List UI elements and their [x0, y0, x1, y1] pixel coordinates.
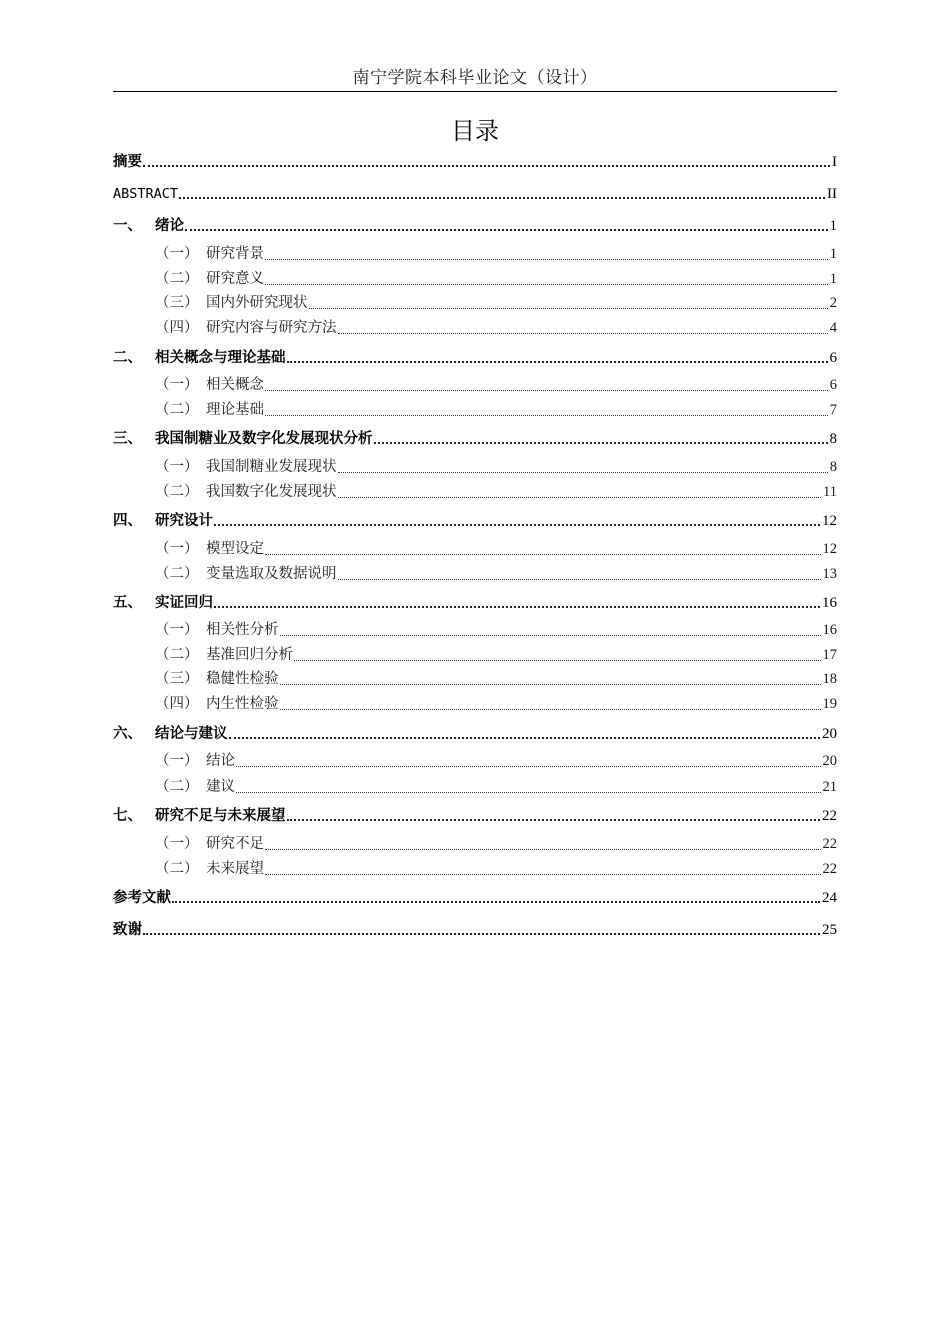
dot-leader	[265, 259, 828, 260]
toc-section-number: （二）	[155, 861, 199, 877]
toc-section-number: （二）	[155, 647, 199, 663]
toc-entry-label: 我国数字化发展现状	[206, 484, 337, 500]
toc-chapter-number: 五、	[113, 595, 142, 611]
toc-entry-abstract-cn[interactable]	[113, 150, 837, 172]
dot-leader	[309, 308, 828, 309]
toc-entry-label: 模型设定	[206, 541, 264, 557]
dot-leader	[172, 901, 820, 903]
toc-page-number: 20	[822, 726, 837, 742]
toc-section-number: （三）	[155, 671, 199, 687]
toc-section[interactable]	[155, 398, 837, 420]
dot-leader	[236, 792, 821, 793]
toc-section[interactable]	[155, 455, 837, 477]
toc-section-number: （一）	[155, 377, 199, 393]
toc-section-number: （二）	[155, 484, 199, 500]
toc-entry-label: 我国制糖业发展现状	[206, 459, 337, 475]
toc-section[interactable]	[155, 692, 837, 714]
toc-chapter-3[interactable]	[113, 427, 837, 449]
dot-leader	[338, 333, 828, 334]
toc-section[interactable]	[155, 267, 837, 289]
toc-section-number: （二）	[155, 402, 199, 418]
dot-leader	[179, 197, 825, 199]
toc-chapter-1[interactable]	[113, 214, 837, 236]
toc-entry-abstract-en[interactable]	[113, 182, 837, 204]
toc-page-number: 12	[822, 541, 837, 557]
toc-page-number: 13	[822, 566, 837, 582]
dot-leader	[265, 849, 821, 850]
toc-page-number: 1	[829, 218, 837, 234]
toc-entry-label: 相关概念	[206, 377, 264, 393]
toc-entry-label: 研究不足	[206, 836, 264, 852]
toc-page-number: 17	[822, 647, 837, 663]
toc-chapter-7[interactable]	[113, 804, 837, 826]
toc-chapter-number: 七、	[113, 808, 142, 824]
dot-leader	[280, 684, 821, 685]
toc-page-number: 20	[822, 753, 837, 769]
toc-entry-label: 研究背景	[206, 246, 264, 262]
toc-section-number: （一）	[155, 753, 199, 769]
dot-leader	[280, 635, 821, 636]
toc-section-number: （二）	[155, 271, 199, 287]
toc-section-number: （二）	[155, 779, 199, 795]
dot-leader	[185, 229, 828, 231]
toc-entry-label: 致谢	[113, 922, 142, 938]
toc-section[interactable]	[155, 537, 837, 559]
toc-entry-label: 我国制糖业及数字化发展现状分析	[155, 431, 373, 447]
toc-entry-label: 相关概念与理论基础	[155, 350, 286, 366]
dot-leader	[143, 165, 830, 167]
page-header: 南宁学院本科毕业论文（设计）	[352, 68, 598, 88]
dot-leader	[214, 606, 820, 608]
dot-leader	[265, 284, 828, 285]
dot-leader	[214, 524, 820, 526]
toc-page-number: I	[832, 154, 837, 170]
toc-page-number: 8	[829, 431, 837, 447]
dot-leader	[265, 390, 828, 391]
toc-entry-label: 变量选取及数据说明	[206, 566, 337, 582]
dot-leader	[294, 660, 821, 661]
header-divider	[113, 91, 837, 92]
toc-page-number: 19	[822, 696, 837, 712]
toc-chapter-4[interactable]	[113, 509, 837, 531]
toc-section[interactable]	[155, 242, 837, 264]
toc-page-number: 16	[822, 595, 837, 611]
toc-section[interactable]	[155, 480, 837, 502]
toc-chapter-number: 六、	[113, 726, 142, 742]
toc-entry-label: 绪论	[155, 218, 184, 234]
dot-leader	[374, 442, 828, 444]
toc-page-number: 22	[822, 836, 837, 852]
toc-entry-label: 研究不足与未来展望	[155, 808, 286, 824]
toc-page-number: 24	[822, 890, 837, 906]
toc-page-number: 4	[829, 320, 837, 336]
toc-page-number: II	[827, 186, 837, 202]
toc-section-number: （三）	[155, 295, 199, 311]
toc-entry-label: 基准回归分析	[206, 647, 293, 663]
toc-entry-label: 内生性检验	[206, 696, 279, 712]
toc-page-number: 7	[829, 402, 837, 418]
toc-entry-label: 结论与建议	[155, 726, 228, 742]
dot-leader	[265, 874, 821, 875]
toc-page-number: 8	[829, 459, 837, 475]
dot-leader	[229, 737, 821, 739]
toc-entry-label: 实证回归	[155, 595, 213, 611]
toc-page-number: 6	[829, 350, 837, 366]
toc-page-number: 6	[829, 377, 837, 393]
toc-page-number: 1	[829, 271, 837, 287]
toc-entry-label: 研究意义	[206, 271, 264, 287]
dot-leader	[287, 819, 821, 821]
toc-section[interactable]	[155, 373, 837, 395]
toc-page-number: 1	[829, 246, 837, 262]
toc-section-number: （一）	[155, 541, 199, 557]
toc-chapter-number: 四、	[113, 513, 142, 529]
toc-section-number: （一）	[155, 246, 199, 262]
toc-entry-label: 相关性分析	[206, 622, 279, 638]
dot-leader	[287, 361, 828, 363]
toc-page-number: 18	[822, 671, 837, 687]
toc-title: 目录	[451, 117, 499, 145]
toc-page-number: 22	[822, 808, 837, 824]
toc-section-number: （四）	[155, 696, 199, 712]
toc-page-number: 12	[822, 513, 837, 529]
dot-leader	[338, 579, 821, 580]
toc-section-number: （二）	[155, 566, 199, 582]
dot-leader	[280, 709, 821, 710]
toc-chapter-6[interactable]	[113, 722, 837, 744]
toc-page-number: 22	[822, 861, 837, 877]
dot-leader	[338, 472, 828, 473]
toc-section[interactable]	[155, 775, 837, 797]
toc-section[interactable]	[155, 562, 837, 584]
toc-entry-label: 建议	[206, 779, 235, 795]
toc-chapter-number: 三、	[113, 431, 142, 447]
toc-entry-label: 摘要	[113, 154, 142, 170]
toc-entry-label: 国内外研究现状	[206, 295, 308, 311]
toc-section[interactable]	[155, 316, 837, 338]
dot-leader	[338, 497, 822, 498]
toc-section-number: （一）	[155, 836, 199, 852]
toc-chapter-number: 一、	[113, 218, 142, 234]
toc-page-number: 2	[829, 295, 837, 311]
toc-chapter-5[interactable]	[113, 591, 837, 613]
toc-entry-label: 未来展望	[206, 861, 264, 877]
toc-page-number: 16	[822, 622, 837, 638]
toc-entry-label: 结论	[206, 753, 235, 769]
toc-section[interactable]	[155, 832, 837, 854]
toc-page-number: 25	[822, 922, 837, 938]
toc-page-number: 21	[822, 779, 837, 795]
toc-entry-label: 研究内容与研究方法	[206, 320, 337, 336]
dot-leader	[265, 554, 821, 555]
toc-chapter-number: 二、	[113, 350, 142, 366]
toc-chapter-2[interactable]	[113, 346, 837, 368]
toc-entry-label: 参考文献	[113, 890, 171, 906]
toc-entry-acknowledgements[interactable]	[113, 918, 837, 940]
toc-section[interactable]	[155, 618, 837, 640]
toc-section[interactable]	[155, 291, 837, 313]
toc-section-number: （四）	[155, 320, 199, 336]
toc-section[interactable]	[155, 749, 837, 771]
toc-entry-label: 研究设计	[155, 513, 213, 529]
toc-page-number: 11	[823, 484, 837, 500]
toc-entry-label: 理论基础	[206, 402, 264, 418]
toc-entry-label: 稳健性检验	[206, 671, 279, 687]
toc-section[interactable]	[155, 667, 837, 689]
dot-leader	[236, 766, 821, 767]
toc-section-number: （一）	[155, 459, 199, 475]
toc-entry-label: ABSTRACT	[113, 186, 179, 202]
toc-entry-references[interactable]	[113, 886, 837, 908]
dot-leader	[143, 933, 820, 935]
dot-leader	[265, 415, 828, 416]
toc-section-number: （一）	[155, 622, 199, 638]
toc-section[interactable]	[155, 857, 837, 879]
toc-section[interactable]	[155, 643, 837, 665]
